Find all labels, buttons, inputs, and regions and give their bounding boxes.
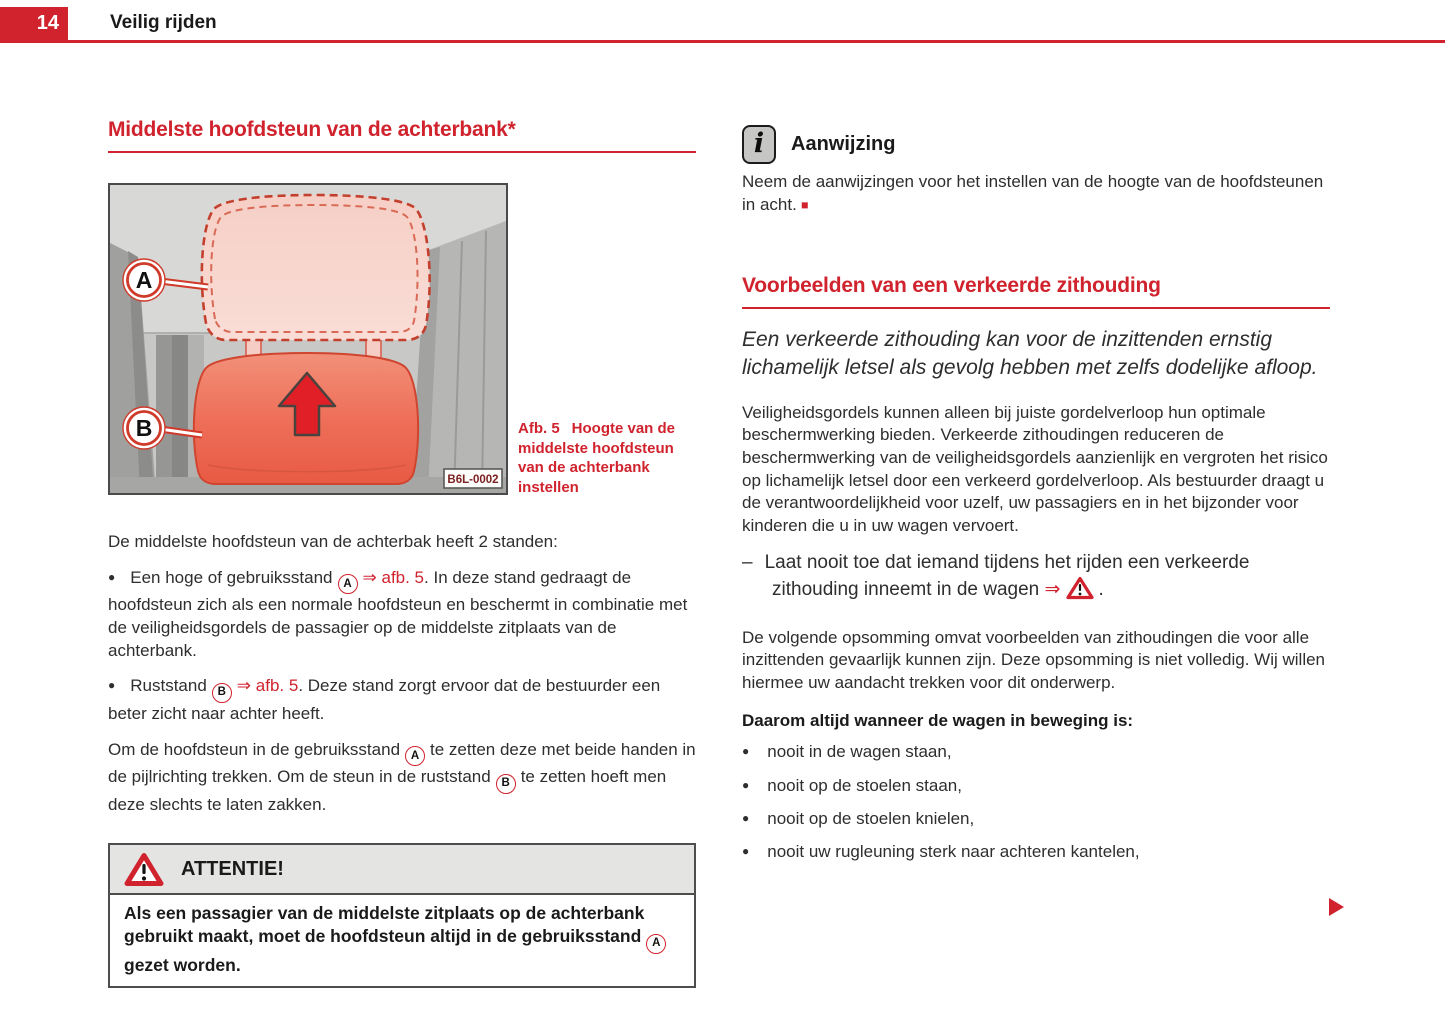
page-header — [0, 0, 1445, 43]
note-text: Neem de aanwijzingen voor het instellen van de hoogte van de hoofdsteunen in acht. — [742, 172, 1324, 214]
section-end-mark: ■ — [800, 197, 809, 212]
bullet-dot: ● — [742, 744, 750, 759]
page-number-badge — [0, 7, 68, 40]
headrest-illustration-svg — [110, 185, 506, 493]
svg-text:B6L-0002: B6L-0002 — [447, 474, 499, 486]
dash-item-text: Laat nooit toe dat iemand tijdens het rijden een verkeerde zithouding inneemt in de wagen — [764, 552, 1250, 600]
attention-text-pre: Als een passagier van de middelste zitplaats op de achterbank gebruikt maakt, moet de hoofdsteun altijd in de gebruiksstand — [124, 902, 645, 946]
rules-list — [742, 741, 1330, 862]
dash-item-verkeerde-zithouding — [742, 550, 1330, 601]
bullet2-post: . Deze stand zorgt ervoor dat de bestuurder een beter zicht naar achter heeft. — [108, 676, 661, 723]
note-body — [742, 171, 1330, 216]
rule-text: nooit op de stoelen knielen, — [767, 808, 975, 828]
instruction-seg2: te zetten deze met beide handen in de pijlrichting trekken. Om de steun in de ruststand — [108, 739, 696, 787]
warning-triangle-small-icon — [1066, 576, 1094, 600]
paragraph-opsomming: De volgende opsomming omvat voorbeelden van zithoudingen die voor alle inzittenden gevaarlijk kunnen zijn. Deze opsomming is niet volledig. Wij willen hiermee uw aandacht trekken voor dit onderwerp. — [742, 627, 1326, 692]
rule-text: nooit op de stoelen staan, — [767, 775, 962, 795]
header-rule — [0, 40, 1445, 43]
figure-5 — [108, 183, 696, 495]
svg-text:A: A — [135, 267, 153, 293]
bullet1-post: . In deze stand gedraagt de hoofdsteun zich als een normale hoofdsteun en beschermt in combinatie met de veiligheidsgordels de passagier op de middelste zitplaats van de achterbank. — [108, 567, 688, 660]
bullet-dot: ● — [108, 569, 116, 584]
section-heading-zithouding: Voorbeelden van een verkeerde zithouding — [742, 274, 1330, 309]
bullet2-pre: Ruststand — [130, 676, 207, 696]
list-item — [742, 808, 1330, 830]
figure-label-a — [123, 259, 165, 301]
bullet-dot: ● — [742, 777, 750, 792]
attention-box — [108, 843, 696, 988]
bullet-item-gebruiksstand — [108, 567, 696, 663]
page-continuation-arrow-icon — [1329, 898, 1344, 916]
chapter-title: Veilig rijden — [110, 12, 217, 33]
subheading-beweging: Daarom altijd wanneer de wagen in beweging is: — [742, 711, 1134, 731]
inline-label-a: A — [405, 746, 425, 766]
section-heading-hoofdsteun: Middelste hoofdsteun van de achterbank* — [108, 118, 696, 153]
lead-paragraph: Een verkeerde zithouding kan voor de inzittenden ernstig lichamelijk letsel als gevolg hebben met zelfs dodelijke afloop. — [742, 328, 1318, 379]
instruction-seg3: te zetten hoeft men deze slechts te laten zakken. — [108, 767, 667, 815]
attention-header — [110, 845, 694, 895]
dash-item-period: . — [1098, 578, 1104, 600]
figure-label-b — [123, 407, 165, 449]
inline-label-b: B — [212, 683, 232, 703]
dash-glyph: – — [742, 552, 753, 574]
instruction-paragraph — [108, 739, 696, 817]
attention-body — [110, 895, 694, 986]
figure-reference: ⇒ afb. 5 — [362, 567, 425, 587]
list-item — [742, 841, 1330, 863]
svg-text:B: B — [135, 415, 153, 441]
rule-text: nooit uw rugleuning sterk naar achteren kantelen, — [767, 841, 1140, 861]
page-number: 14 — [36, 12, 59, 34]
rule-text: nooit in de wagen staan, — [767, 742, 952, 762]
bullet-dot: ● — [108, 678, 116, 693]
inline-label-a: A — [646, 934, 666, 954]
image-code-tag — [444, 469, 502, 488]
paragraph-gordels: Veiligheidsgordels kunnen alleen bij juiste gordelverloop hun optimale beschermwerking bieden. Verkeerde zithoudingen reduceren de beschermwerking van de veiligheidsgordels aanzienlijk en vergroten het risico op lichamelijk letsel door een verkeerd gordelverloop. Als bestuurder draagt u de verantwoordelijkheid voor uzelf, uw passagiers en in het bijzonder voor kinderen die u in uw wagen vervoert. — [742, 402, 1328, 535]
arrow-reference: ⇒ — [1044, 578, 1061, 600]
headrest-illustration — [108, 183, 508, 495]
list-item — [742, 741, 1330, 763]
bullet1-pre: Een hoge of gebruiksstand — [130, 567, 333, 587]
figure-caption-label: Afb. 5 — [518, 419, 560, 437]
info-icon: i — [742, 125, 776, 164]
bullet-dot: ● — [742, 843, 750, 858]
attention-text-post: gezet worden. — [124, 954, 241, 975]
bullet-item-ruststand — [108, 675, 696, 725]
attention-title: ATTENTIE! — [181, 857, 284, 880]
warning-triangle-icon — [124, 852, 164, 887]
left-column — [108, 112, 696, 988]
inline-label-b: B — [496, 774, 516, 794]
note-title: Aanwijzing — [791, 133, 896, 155]
bullet-dot: ● — [742, 810, 750, 825]
inline-label-a: A — [338, 574, 358, 594]
note-header — [742, 125, 1330, 164]
instruction-seg1: Om de hoofdsteun in de gebruiksstand — [108, 739, 401, 759]
figure-reference: ⇒ afb. 5 — [236, 676, 299, 696]
intro-paragraph: De middelste hoofdsteun van de achterbak heeft 2 standen: — [108, 532, 558, 551]
right-column — [742, 112, 1330, 874]
figure-caption-text: Hoogte van de middelste hoofdsteun van de achterbank instellen — [518, 419, 676, 497]
list-item — [742, 775, 1330, 797]
figure-caption — [518, 419, 698, 498]
